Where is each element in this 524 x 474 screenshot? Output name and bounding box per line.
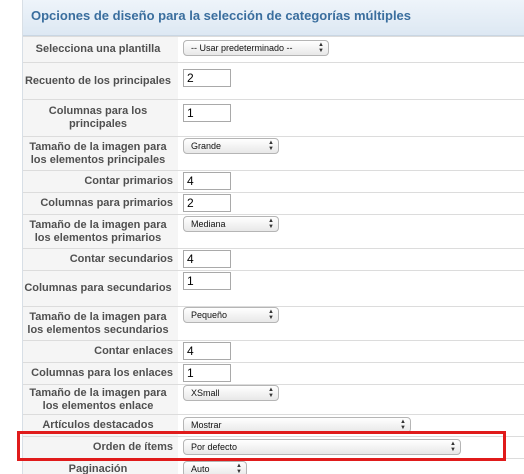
updown-arrows-icon: ▲ ▼ (400, 419, 406, 431)
label-item-order: Orden de ítems (92, 441, 173, 453)
updown-arrows-icon: ▲ ▼ (268, 309, 274, 321)
label-leading-image-size: Tamaño de la imagen para los elementos principales (29, 140, 167, 166)
row-secondary-image-size (23, 306, 524, 340)
updown-arrows-icon: ▲ ▼ (318, 42, 324, 54)
leading-image-size-select[interactable] (183, 138, 279, 154)
item-order-select[interactable] (183, 439, 461, 455)
label-links-image-size: Tamaño de la imagen para los elementos enlace (29, 386, 167, 412)
label-primary-image-size: Tamaño de la imagen para los elementos primarios (29, 218, 167, 244)
template-select-value: -- Usar predeterminado -- (191, 43, 293, 53)
row-links-count (23, 340, 524, 362)
row-primary-count (23, 170, 524, 192)
primary-count-input[interactable] (183, 172, 231, 190)
leading-columns-input[interactable] (183, 104, 231, 122)
primary-image-size-value: Mediana (191, 219, 226, 229)
label-links-count: Contar enlaces (94, 345, 173, 357)
label-leading-count: Recuento de los principales (24, 74, 172, 87)
secondary-image-size-select[interactable] (183, 307, 279, 323)
label-leading-columns: Columnas para los principales (48, 105, 148, 130)
featured-value: Mostrar (191, 420, 222, 430)
label-secondary-columns: Columnas para secundarios (24, 282, 172, 294)
pagination-value: Auto (191, 464, 210, 474)
updown-arrows-icon: ▲ ▼ (450, 441, 456, 453)
row-leading-image-size (23, 136, 524, 170)
updown-arrows-icon: ▲ ▼ (268, 387, 274, 399)
links-image-size-select[interactable] (183, 385, 279, 401)
item-order-value: Por defecto (191, 442, 238, 452)
label-template: Selecciona una plantilla (35, 43, 161, 55)
row-primary-columns (23, 192, 524, 214)
row-secondary-count (23, 248, 524, 270)
label-links-columns: Columnas para los enlaces (31, 367, 173, 379)
leading-count-input[interactable] (183, 69, 231, 87)
label-secondary-count: Contar secundarios (69, 253, 173, 265)
updown-arrows-icon: ▲ ▼ (268, 218, 274, 230)
primary-columns-input[interactable] (183, 194, 231, 212)
primary-image-size-select[interactable] (183, 216, 279, 232)
layout-options-panel (22, 0, 524, 474)
row-leading-columns (23, 99, 524, 136)
links-columns-input[interactable] (183, 364, 231, 382)
secondary-count-input[interactable] (183, 250, 231, 268)
row-primary-image-size (23, 214, 524, 248)
updown-arrows-icon: ▲ ▼ (236, 463, 242, 474)
row-template (23, 36, 524, 62)
leading-image-size-value: Grande (191, 141, 222, 151)
row-links-columns (23, 362, 524, 384)
row-leading-count (23, 62, 524, 99)
row-secondary-columns (23, 270, 524, 306)
panel-title: Opciones de diseño para la selección de categorías múltiples (23, 0, 524, 36)
row-featured (23, 414, 524, 436)
label-primary-count: Contar primarios (84, 175, 173, 187)
pagination-select[interactable] (183, 461, 247, 474)
featured-select[interactable] (183, 417, 411, 433)
label-featured: Artículos destacados (42, 419, 154, 431)
row-links-image-size (23, 384, 524, 414)
label-secondary-image-size: Tamaño de la imagen para los elementos secundarios (27, 310, 169, 336)
label-primary-columns: Columnas para primarios (40, 197, 173, 209)
row-pagination (23, 458, 524, 474)
template-select[interactable] (183, 40, 329, 56)
secondary-image-size-value: Pequeño (191, 310, 228, 320)
row-item-order (23, 436, 524, 458)
label-pagination: Paginación (68, 463, 128, 474)
links-count-input[interactable] (183, 342, 231, 360)
secondary-columns-input[interactable] (183, 272, 231, 290)
links-image-size-value: XSmall (191, 388, 220, 398)
updown-arrows-icon: ▲ ▼ (268, 140, 274, 152)
